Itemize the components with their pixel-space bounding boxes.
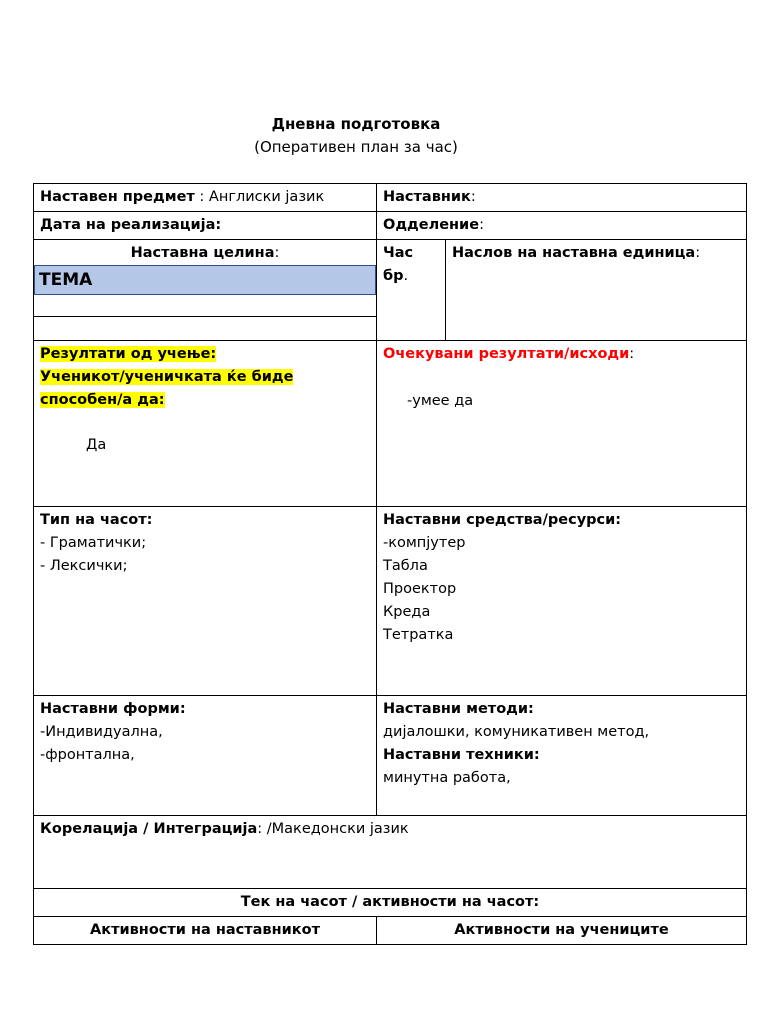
- expected-results-cell: [377, 341, 747, 507]
- table-row: [34, 341, 747, 507]
- hour-label-1: Час: [383, 245, 414, 261]
- table-row: [34, 696, 747, 816]
- lesson-title-label: Наслов на наставна единица: [452, 245, 696, 261]
- teacher-colon: :: [470, 189, 476, 205]
- learning-results-cell: [34, 341, 377, 507]
- forms-label: Наставни форми:: [40, 701, 186, 717]
- table-row: [34, 917, 747, 945]
- table-row: [34, 184, 747, 212]
- hour-label-2: бр: [383, 268, 404, 284]
- forms-item: -фронтална,: [40, 747, 135, 763]
- resource-item: Тетратка: [383, 627, 454, 643]
- expected-results-colon: :: [629, 346, 635, 362]
- learning-results-line2: Ученикот/ученичката ќе биде: [40, 369, 294, 385]
- techniques-label: Наставни техники:: [383, 747, 540, 763]
- teacher-label: Наставник: [383, 189, 471, 205]
- tema-field[interactable]: ТЕМА: [34, 265, 376, 295]
- forms-cell: [34, 696, 377, 816]
- resource-item: Креда: [383, 604, 431, 620]
- lesson-type-cell: [34, 507, 377, 696]
- teacher-activities-label: Активности на наставникот: [90, 922, 320, 938]
- resources-label: Наставни средства/ресурси:: [383, 512, 622, 528]
- lesson-title-colon: :: [695, 245, 701, 261]
- class-label: Одделение: [383, 217, 480, 233]
- resource-item: Табла: [383, 558, 428, 574]
- lesson-type-item: - Лексички;: [40, 558, 128, 574]
- student-activities-label: Активности на учениците: [454, 922, 669, 938]
- table-row: [34, 240, 747, 317]
- expected-results-value: -умее да: [407, 393, 474, 409]
- lesson-type-item: - Граматички;: [40, 535, 147, 551]
- learning-results-value: Да: [86, 437, 107, 453]
- table-row: [34, 816, 747, 889]
- unit-cell: [34, 240, 377, 317]
- class-colon: :: [479, 217, 484, 233]
- flow-label: Тек на часот / активности на часот:: [240, 894, 540, 910]
- teacher-cell: [377, 184, 747, 212]
- lesson-title-cell: [446, 240, 747, 341]
- subject-label: Наставен предмет: [40, 189, 195, 205]
- resource-item: Проектор: [383, 581, 457, 597]
- techniques-value: минутна работа,: [383, 770, 511, 786]
- learning-results-line3: способен/а да:: [40, 392, 165, 408]
- table-row: [34, 212, 747, 240]
- date-label: Дата на реализација:: [40, 217, 222, 233]
- flow-cell: [34, 889, 747, 917]
- student-activities-cell: [377, 917, 747, 945]
- methods-label: Наставни методи:: [383, 701, 534, 717]
- resources-cell: [377, 507, 747, 696]
- correlation-cell: [34, 816, 747, 889]
- teacher-activities-cell: [34, 917, 377, 945]
- methods-value: дијалошки, комуникативен метод,: [383, 724, 650, 740]
- document-subtitle: (Оперативен план за час): [254, 138, 458, 156]
- hour-cell: [377, 240, 446, 341]
- correlation-label: Корелација / Интеграција: [40, 821, 258, 837]
- date-cell: [34, 212, 377, 240]
- methods-cell: [377, 696, 747, 816]
- table-row: [34, 889, 747, 917]
- resource-item: -компјутер: [383, 535, 466, 551]
- lesson-type-label: Тип на часот:: [40, 512, 153, 528]
- subject-cell: [34, 184, 377, 212]
- document-title: Дневна подготовка: [271, 115, 441, 133]
- class-cell: [377, 212, 747, 240]
- unit-colon: :: [274, 245, 280, 261]
- forms-item: -Индивидуална,: [40, 724, 163, 740]
- correlation-value: : /Македонски јазик: [257, 821, 409, 837]
- expected-results-label: Очекувани резултати/исходи: [383, 346, 630, 362]
- table-row: [34, 507, 747, 696]
- unit-label: Наставна целина: [130, 245, 275, 261]
- empty-cell: [34, 317, 377, 341]
- hour-dot: .: [403, 268, 409, 284]
- learning-results-label: Резултати од учење:: [40, 346, 217, 362]
- lesson-plan-table: [33, 183, 747, 945]
- subject-value: : Англиски јазик: [194, 189, 325, 205]
